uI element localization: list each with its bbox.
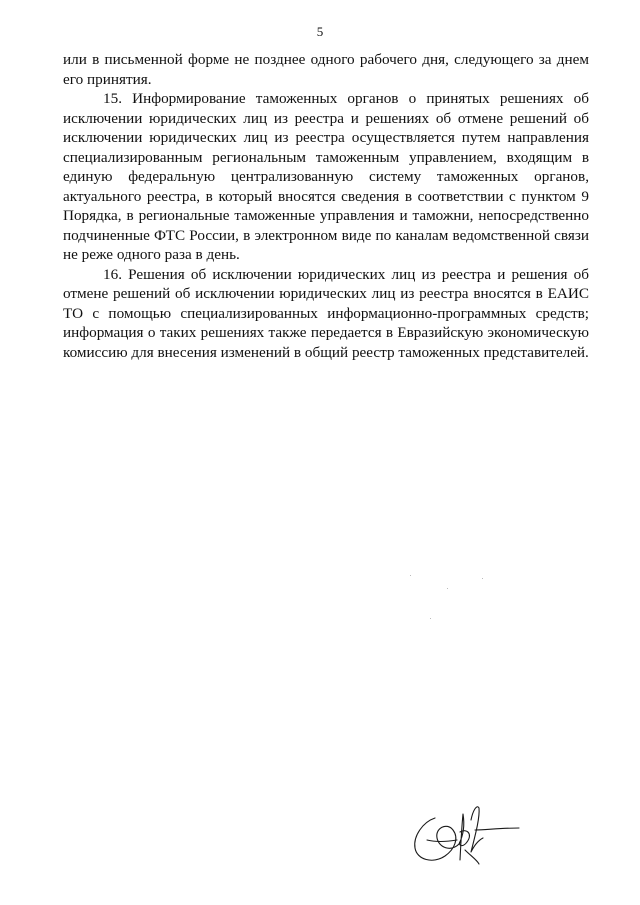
paragraph-15: 15. Информирование таможенных органов о принятых решениях об исключении юридических лиц из реестра и решениях об отмене решений об исключении юридических лиц из реестра осуществляется путем направления специализированным региональным таможенным управлением, входящим в единую федеральную централизованную систему таможенных органов, актуального реестра, в который вносятся сведения в соответствии с пунктом 9 Порядка, в региональные таможенные управления и таможни, непосредственно подчиненные ФТС России, в электронном виде по каналам ведомственной связи не реже одного раза в день. (63, 90, 589, 263)
handwritten-signature-icon (405, 800, 525, 872)
paragraph-16: 16. Решения об исключении юридических лиц из реестра и решения об отмене решений об исключении юридических лиц из реестра вносятся в ЕАИС ТО с помощью специализированных информационно-программных средств; информация о таких решениях также передается в Евразийскую экономическую комиссию для внесения изменений в общий реестр таможенных представителей. (63, 265, 589, 361)
paragraph-continuation: или в письменной форме не позднее одного рабочего дня, следующего за днем его принятия. (63, 51, 589, 88)
document-body (63, 50, 589, 362)
page-number: 5 (316, 24, 324, 39)
